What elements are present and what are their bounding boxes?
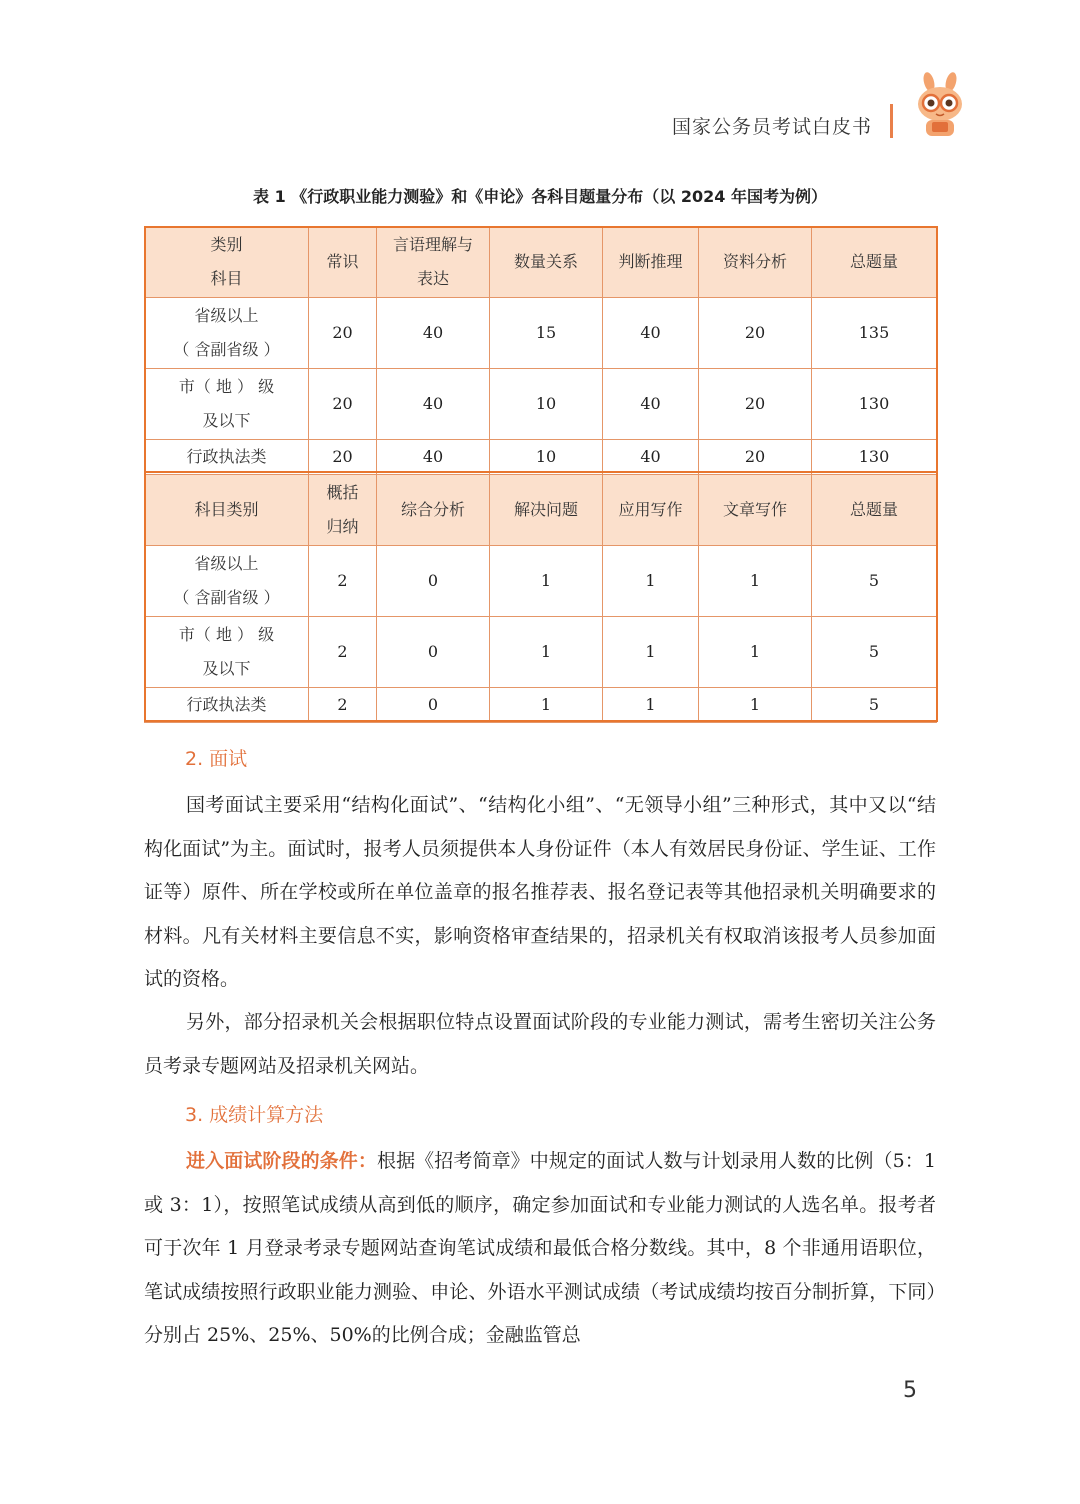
table-cell: 1 (699, 546, 812, 617)
table-row (145, 298, 937, 369)
row-label-line2: （ 含副省级 ） (173, 588, 280, 607)
col-header-line1: 数量关系 (513, 252, 578, 271)
col-header-line1: 常识 (326, 252, 359, 271)
paragraph-body-text: 根据《招考简章》中规定的面试人数与计划录用人数的比例（5：1 或 3：1），按照笔试成绩从高到低的顺序，确定参加面试和专业能力测试的人选名单。报考者可于次年 1 月登录考录专题网站查询笔试成绩和最低合格分数线。其中，8 个非通用语职位，笔试成绩按照行政职业能力测验、申论、外语水平测试成绩（考试成绩均按百分制折算，下同）分别占 25%、25%、50%的比例合成；金融监管总 (144, 1150, 936, 1346)
col-header-line2: 表达 (416, 269, 449, 288)
col-header-line1: 概括 (326, 483, 359, 502)
table-cell: 20 (309, 369, 377, 440)
table-cell: 135 (812, 298, 937, 369)
table-cell: 20 (699, 440, 812, 475)
table-cell: 2 (309, 688, 377, 723)
col-header-line1: 言语理解与 (392, 235, 473, 254)
table2-col-header: 文章写作 (699, 475, 812, 546)
table-cell: 1 (699, 688, 812, 723)
table-row (145, 440, 937, 475)
highlight-lead-text: 进入面试阶段的条件： (186, 1150, 377, 1172)
table1-col-header (603, 227, 699, 298)
table-cell: 130 (812, 369, 937, 440)
table-cell: 10 (490, 369, 603, 440)
table-row (145, 546, 937, 617)
row-label-line2: （ 含副省级 ） (173, 340, 280, 359)
table1-col-header (699, 227, 812, 298)
header-divider-bar (890, 104, 893, 138)
paragraph-professional-test: 另外，部分招录机关会根据职位特点设置面试阶段的专业能力测试，需考生密切关注公务员考录专题网站及招录机关网站。 (144, 1011, 936, 1077)
table-cell: 40 (603, 440, 699, 475)
row-label (145, 298, 309, 369)
table-row (145, 688, 937, 723)
table-cell: 130 (812, 440, 937, 475)
table-cell: 15 (490, 298, 603, 369)
table-row (145, 369, 937, 440)
table-cell: 20 (699, 298, 812, 369)
row-label-line1: 市（ 地 ） 级 (178, 625, 275, 644)
table2-col-header: 综合分析 (377, 475, 490, 546)
table-cell: 1 (699, 617, 812, 688)
section-heading-interview: 2. 面试 (185, 748, 248, 770)
paragraph-interview-conditions (144, 1140, 936, 1358)
corner-top-label: 类别 (210, 235, 243, 254)
table-cell: 40 (603, 369, 699, 440)
row-label: 行政执法类 (145, 440, 309, 475)
question-distribution-table (144, 226, 937, 723)
table-row (145, 617, 937, 688)
table-cell: 1 (603, 617, 699, 688)
rabbit-mascot-icon (912, 72, 968, 138)
table-cell: 2 (309, 617, 377, 688)
table-cell: 5 (812, 617, 937, 688)
row-label-line2: 及以下 (202, 659, 251, 678)
table-cell: 1 (603, 546, 699, 617)
table-cell: 1 (490, 546, 603, 617)
table1-col-header (490, 227, 603, 298)
table-cell: 40 (377, 369, 490, 440)
table-section-divider (144, 471, 938, 473)
row-label-line2: 及以下 (202, 411, 251, 430)
table1-col-header (309, 227, 377, 298)
table-cell: 20 (699, 369, 812, 440)
table-caption: 表 1 《行政职业能力测验》和《申论》各科目题量分布（以 2024 年国考为例） (253, 187, 827, 206)
row-label (145, 617, 309, 688)
table-cell: 2 (309, 546, 377, 617)
table2-corner-cell: 科目类别 (145, 475, 309, 546)
table-cell: 20 (309, 298, 377, 369)
table-cell: 40 (377, 440, 490, 475)
corner-bottom-label: 科目 (210, 269, 243, 288)
table2-col-header: 总题量 (812, 475, 937, 546)
table-cell: 40 (603, 298, 699, 369)
table-cell: 0 (377, 546, 490, 617)
table-cell: 1 (603, 688, 699, 723)
section-heading-score-calc: 3. 成绩计算方法 (185, 1104, 324, 1126)
row-label-line1: 市（ 地 ） 级 (178, 377, 275, 396)
col-header-line1: 总题量 (849, 252, 898, 271)
table-cell: 20 (309, 440, 377, 475)
table-cell: 5 (812, 546, 937, 617)
col-header-line2: 归纳 (326, 517, 359, 536)
row-label (145, 546, 309, 617)
row-label (145, 369, 309, 440)
table1-col-header (377, 227, 490, 298)
col-header-line1: 资料分析 (722, 252, 787, 271)
paragraph-interview-forms: 国考面试主要采用“结构化面试”、“结构化小组”、“无领导小组”三种形式，其中又以“结构化面试”为主。面试时，报考人员须提供本人身份证件（本人有效居民身份证、学生证、工作证等）原件、所在学校或所在单位盖章的报名推荐表、报名登记表等其他招录机关明确要求的材料。凡有关材料主要信息不实，影响资格审查结果的，招录机关有权取消该报考人员参加面试的资格。 (144, 794, 936, 990)
table-cell: 1 (490, 617, 603, 688)
row-label-line1: 省级以上 (194, 554, 259, 573)
table2-col-header: 解决问题 (490, 475, 603, 546)
table1-col-header (812, 227, 937, 298)
table-cell: 0 (377, 617, 490, 688)
page-number: 5 (903, 1378, 917, 1403)
table2-col-header: 应用写作 (603, 475, 699, 546)
row-label: 行政执法类 (145, 688, 309, 723)
table-cell: 0 (377, 688, 490, 723)
table2-header-row (145, 475, 937, 546)
table1-corner-cell (145, 227, 309, 298)
table1-header-row (145, 227, 937, 298)
running-header-title: 国家公务员考试白皮书 (671, 116, 872, 138)
row-label-line1: 省级以上 (194, 306, 259, 325)
table-cell: 1 (490, 688, 603, 723)
table-cell: 40 (377, 298, 490, 369)
table-cell: 5 (812, 688, 937, 723)
col-header-line1: 判断推理 (618, 252, 683, 271)
table-cell: 10 (490, 440, 603, 475)
table2-col-header (309, 475, 377, 546)
